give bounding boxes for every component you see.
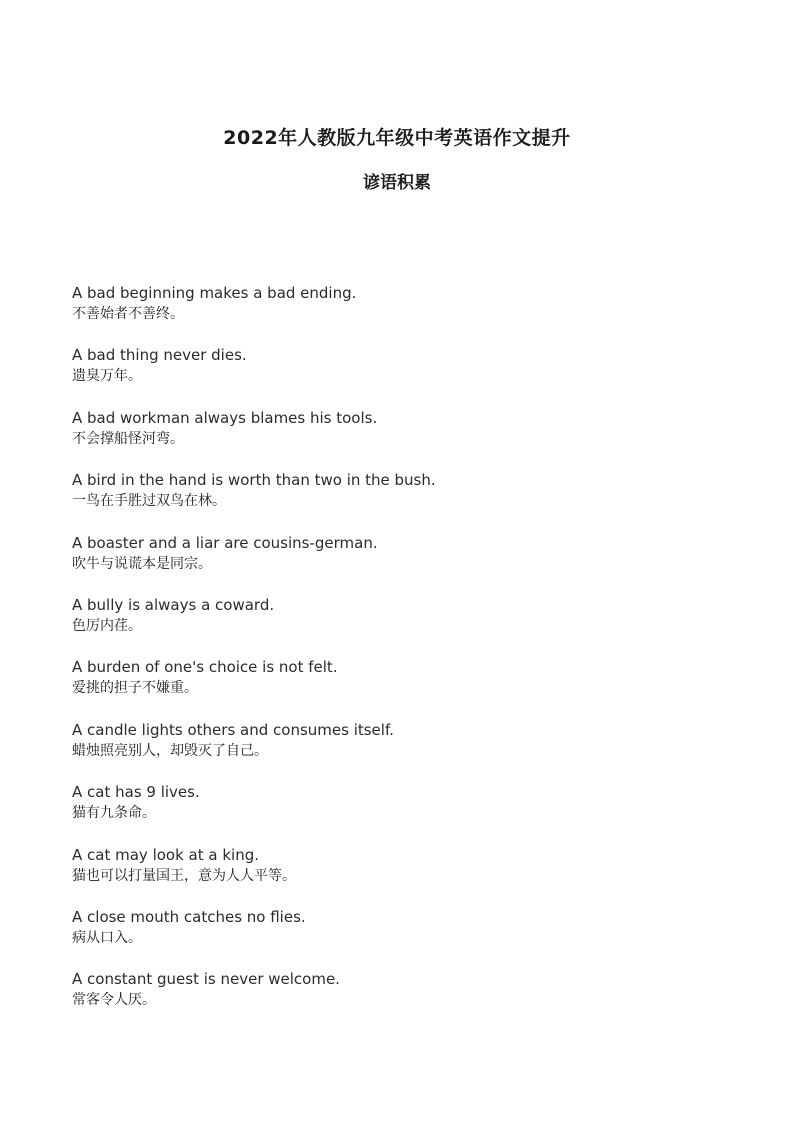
proverb-chinese: 爱挑的担子不嫌重。 (72, 680, 198, 697)
page-subtitle: 谚语积累 (363, 173, 431, 193)
proverb-item (72, 408, 732, 470)
proverb-item (72, 533, 732, 595)
proverb-item (72, 595, 732, 657)
proverb-english: A cat has 9 lives. (72, 783, 200, 802)
proverb-chinese: 病从口入。 (72, 929, 142, 946)
proverb-english: A bully is always a coward. (72, 595, 275, 614)
proverb-english: A bad workman always blames his tools. (72, 408, 378, 427)
proverb-item (72, 657, 732, 719)
proverb-item (72, 845, 732, 907)
proverb-item (72, 969, 732, 1031)
proverb-english: A boaster and a liar are cousins-german. (72, 533, 378, 552)
proverb-chinese: 常客令人厌。 (72, 992, 156, 1009)
proverb-english: A constant guest is never welcome. (72, 970, 340, 989)
proverb-chinese: 猫有九条命。 (72, 805, 156, 822)
proverb-item (72, 345, 732, 407)
proverb-chinese: 遗臭万年。 (72, 368, 142, 385)
proverb-english: A close mouth catches no flies. (72, 907, 306, 926)
proverb-chinese: 色厉内荏。 (72, 617, 142, 634)
proverb-item (72, 470, 732, 532)
page-title: 2022年人教版九年级中考英语作文提升 (223, 127, 571, 149)
proverb-english: A bird in the hand is worth than two in the bush. (72, 471, 436, 490)
proverb-chinese: 一鸟在手胜过双鸟在林。 (72, 493, 226, 510)
proverb-english: A bad beginning makes a bad ending. (72, 284, 357, 302)
proverb-english: A bad thing never dies. (72, 346, 247, 365)
proverb-english: A burden of one's choice is not felt. (72, 658, 338, 677)
proverb-chinese: 不会撑船怪河弯。 (72, 430, 184, 447)
proverb-item (72, 283, 732, 345)
proverb-item (72, 907, 732, 969)
proverb-chinese: 猫也可以打量国王，意为人人平等。 (72, 867, 296, 884)
proverb-chinese: 吹牛与说谎本是同宗。 (72, 555, 212, 572)
proverb-item (72, 720, 732, 782)
proverb-english: A cat may look at a king. (72, 845, 259, 864)
proverb-list (72, 283, 732, 1032)
proverb-chinese: 蜡烛照亮别人，却毁灭了自己。 (72, 742, 268, 759)
proverb-english: A candle lights others and consumes itself. (72, 720, 394, 739)
proverb-item (72, 782, 732, 844)
proverb-chinese: 不善始者不善终。 (72, 306, 184, 322)
